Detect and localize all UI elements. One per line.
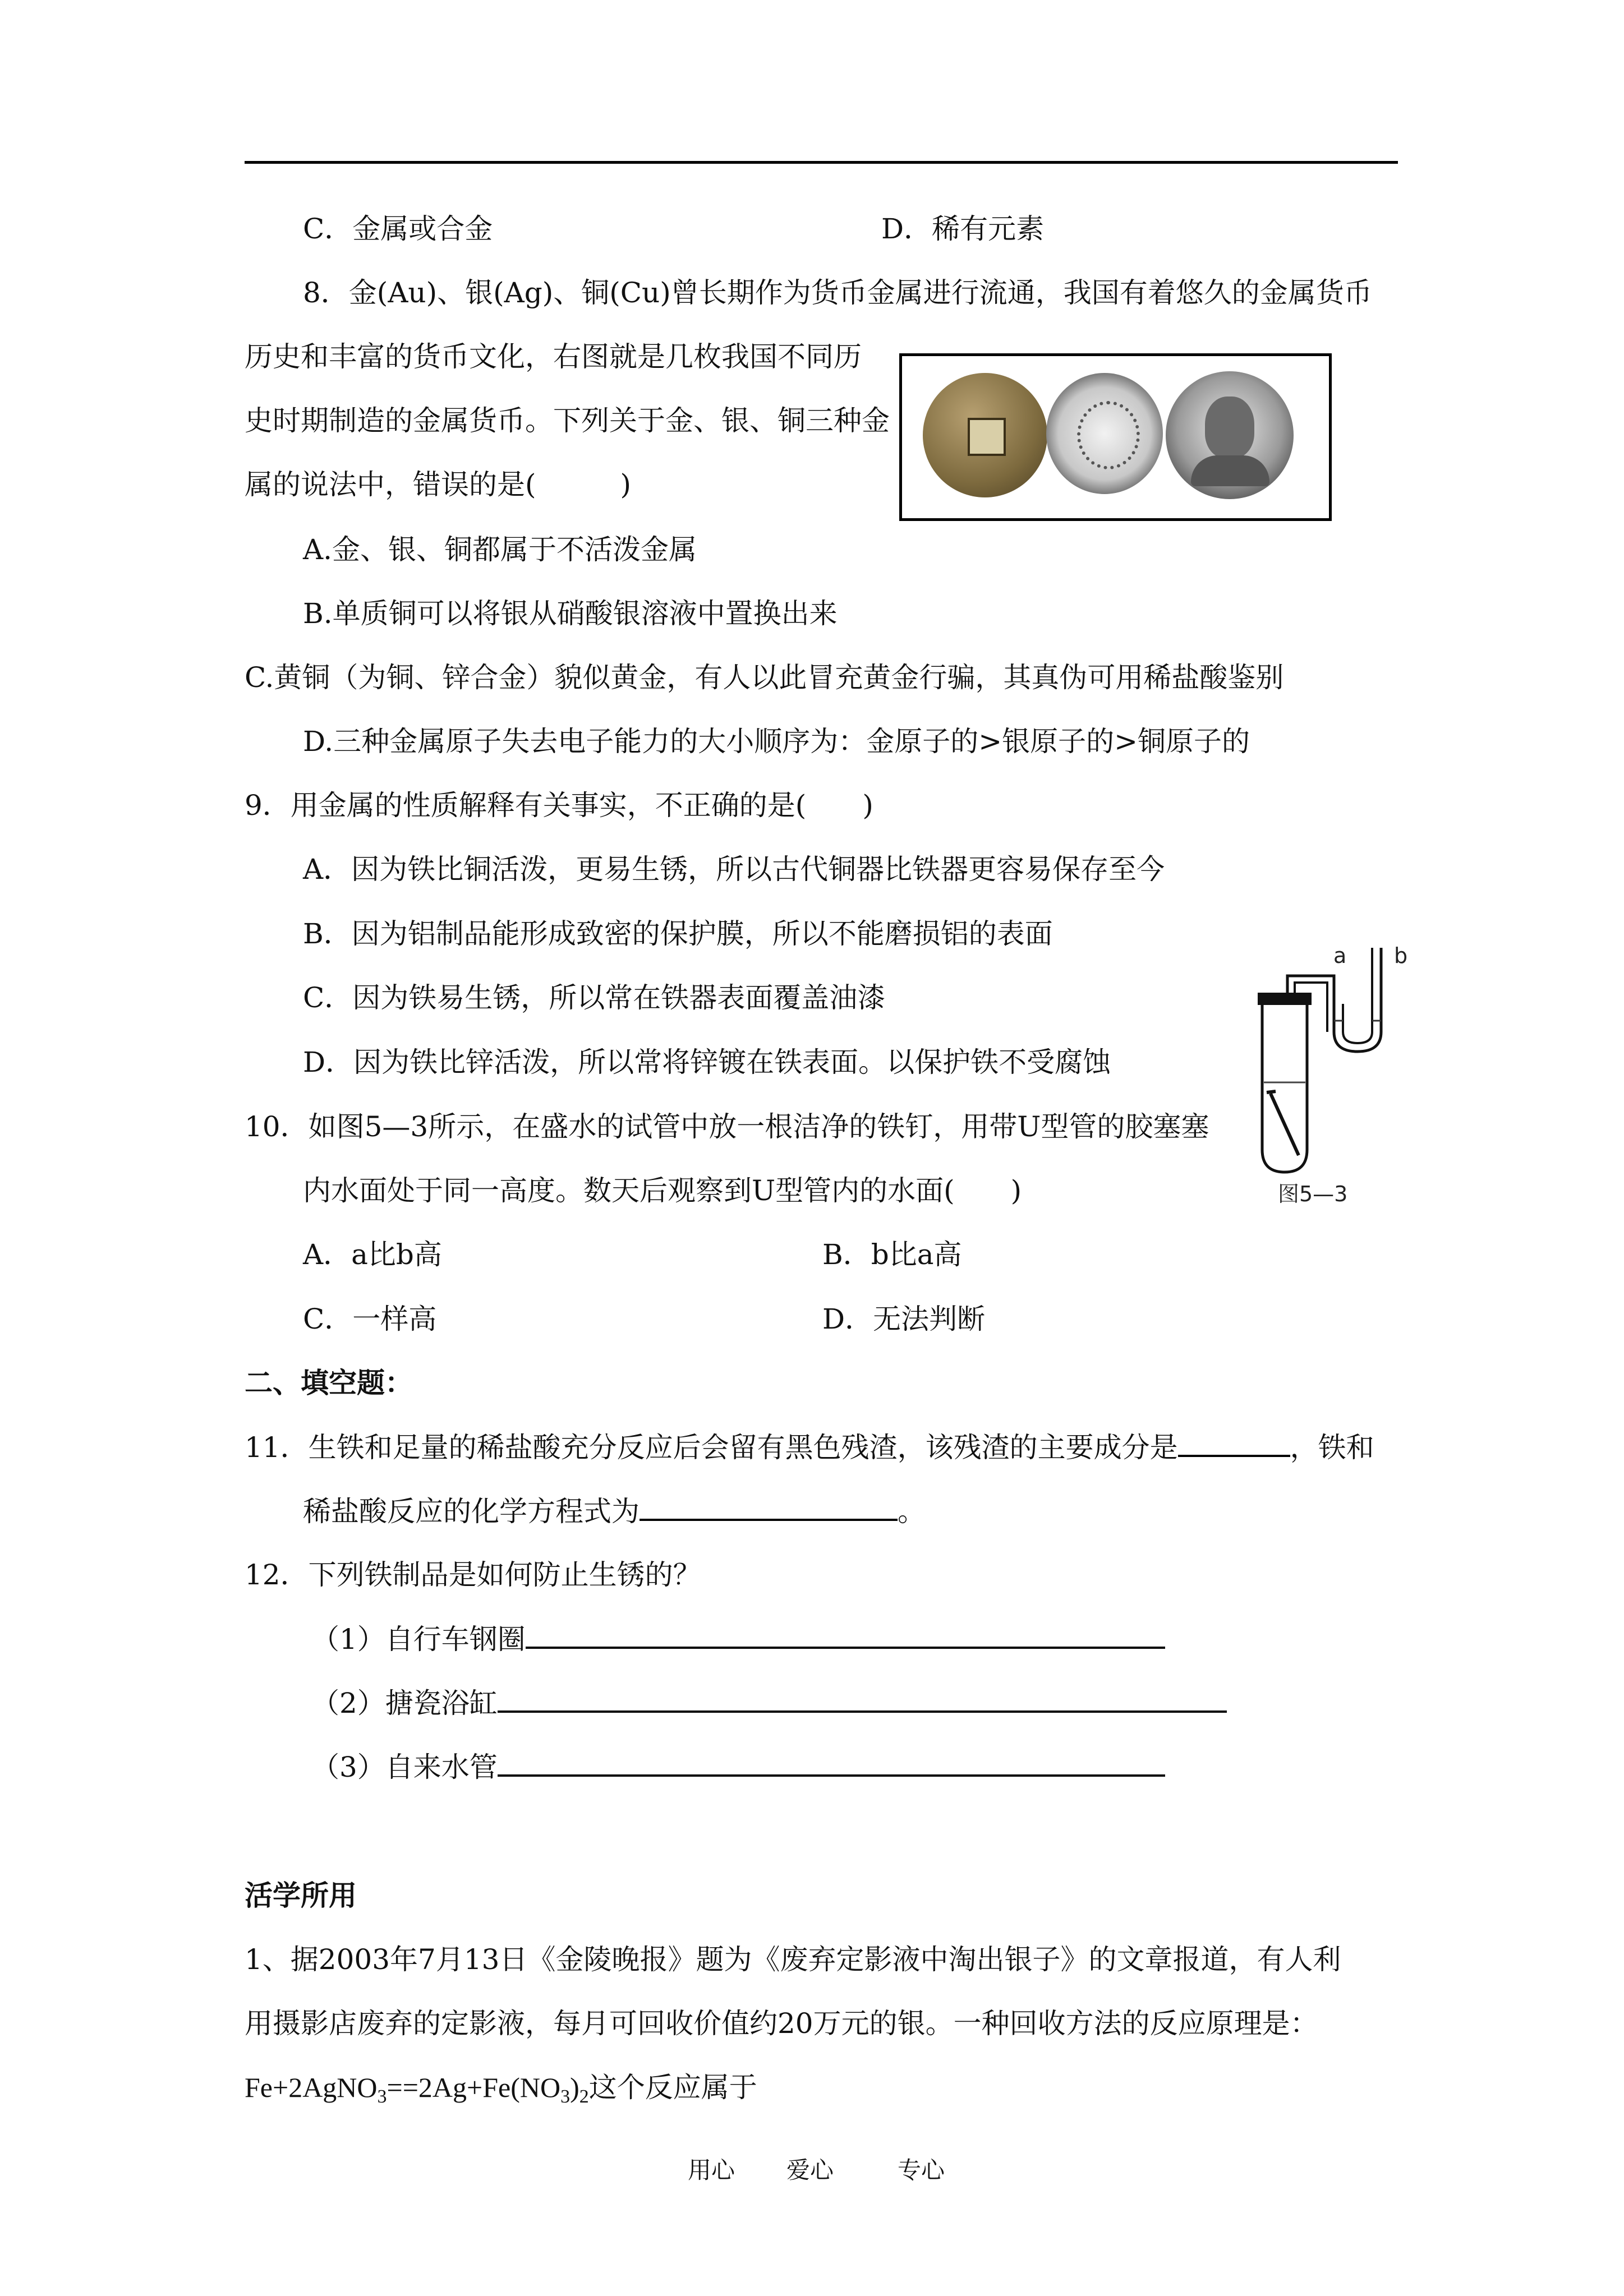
app1-equation-line — [245, 2069, 757, 2115]
eq-sub3: 2 — [579, 2086, 589, 2107]
q8-stem-line3: 史时期制造的金属货币。下列关于金、银、铜三种金 — [245, 404, 890, 437]
q8-stem-line1: 8．金(Au)、银(Ag)、铜(Cu)曾长期作为货币金属进行流通，我国有着悠久的金属货币 — [303, 276, 1372, 309]
q9-option-c: C．因为铁易生锈，所以常在铁器表面覆盖油漆 — [303, 981, 886, 1014]
q12-item2-blank[interactable] — [498, 1685, 1227, 1713]
eq-sub2: 3 — [560, 2086, 571, 2107]
q10-stem-line1: 10．如图5—3所示，在盛水的试管中放一根洁净的铁钉，用带U型管的胶塞塞 — [245, 1110, 1209, 1143]
app1-line2: 用摄影店废弃的定影液，每月可回收价值约20万元的银。一种回收方法的反应原理是： — [245, 2007, 1318, 2040]
footer-word-1: 用心 — [688, 2156, 735, 2184]
u-tube-apparatus-figure — [1245, 937, 1425, 1217]
q8-stem-line2: 历史和丰富的货币文化，右图就是几枚我国不同历 — [245, 340, 862, 373]
eq-sub1: 3 — [377, 2086, 387, 2107]
q11-line2 — [303, 1493, 926, 1529]
q12-item3-blank[interactable] — [498, 1749, 1165, 1777]
q10-option-b: B．b比a高 — [822, 1238, 962, 1271]
footer-word-2: 爱心 — [786, 2156, 834, 2184]
q11-line1 — [245, 1429, 1374, 1465]
q8-option-c: C.黄铜（为铜、锌合金）貌似黄金，有人以此冒充黄金行骗，其真伪可用稀盐酸鉴别 — [245, 661, 1284, 694]
figure-label-b: b — [1394, 943, 1408, 968]
q11-line1-text: 11．生铁和足量的稀盐酸充分反应后会留有黑色残渣，该残渣的主要成分是 — [245, 1431, 1178, 1464]
q11-line1-tail: ，铁和 — [1290, 1431, 1374, 1464]
dragon-silver-coin-image — [1046, 373, 1163, 494]
q10-option-c: C．一样高 — [303, 1303, 437, 1335]
section-application-title: 活学所用 — [245, 1879, 357, 1912]
q12-item3 — [311, 1749, 1165, 1785]
q11-line2-tail: 。 — [898, 1495, 926, 1528]
ancient-copper-coin-image — [923, 373, 1047, 497]
coins-figure — [899, 353, 1332, 521]
q12-item1-label: （1）自行车钢圈 — [311, 1623, 526, 1656]
app1-line1: 1、据2003年7月13日《金陵晚报》题为《废弃定影液中淘出银子》的文章报道，有人利 — [245, 1943, 1341, 1976]
q12-item1 — [311, 1621, 1165, 1657]
q10-option-a: A．a比b高 — [303, 1238, 442, 1271]
q12-stem: 12．下列铁制品是如何防止生锈的？ — [245, 1559, 701, 1591]
q8-option-a: A.金、银、铜都属于不活泼金属 — [303, 533, 697, 566]
q9-stem: 9．用金属的性质解释有关事实，不正确的是( ) — [245, 789, 873, 822]
q11-answer-blank-1[interactable] — [1178, 1429, 1290, 1457]
q9-option-d: D．因为铁比锌活泼，所以常将锌镀在铁表面。以保护铁不受腐蚀 — [303, 1046, 1111, 1078]
header-rule — [245, 161, 1398, 164]
eq-part2: ==2Ag+Fe(NO — [387, 2072, 561, 2103]
q10-stem-line2: 内水面处于同一高度。数天后观察到U型管内的水面( ) — [303, 1174, 1022, 1207]
q12-item1-blank[interactable] — [526, 1621, 1165, 1649]
q8-option-b: B.单质铜可以将银从硝酸银溶液中置换出来 — [303, 597, 838, 630]
q11-line2-text: 稀盐酸反应的化学方程式为 — [303, 1495, 640, 1528]
q12-item2-label: （2）搪瓷浴缸 — [311, 1687, 498, 1719]
q8-option-d: D.三种金属原子失去电子能力的大小顺序为：金原子的>银原子的>铜原子的 — [303, 725, 1250, 758]
section-fill-in-title: 二、填空题： — [245, 1366, 413, 1399]
q12-item2 — [311, 1685, 1227, 1721]
eq-tail: 这个反应属于 — [588, 2071, 757, 2104]
figure-caption: 图5—3 — [1278, 1182, 1348, 1206]
q9-option-a: A．因为铁比铜活泼，更易生锈，所以古代铜器比铁器更容易保存至今 — [303, 853, 1165, 886]
eq-part1: Fe+2AgNO — [245, 2072, 378, 2103]
q10-option-d: D．无法判断 — [822, 1303, 986, 1335]
figure-label-a: a — [1333, 943, 1347, 968]
q7-option-c: C．金属或合金 — [303, 213, 493, 245]
q7-option-d: D．稀有元素 — [881, 213, 1045, 245]
eq-part3: ) — [570, 2072, 579, 2103]
q12-item3-label: （3）自来水管 — [311, 1751, 498, 1783]
portrait-silver-coin-image — [1166, 371, 1294, 499]
q8-stem-line4: 属的说法中，错误的是( ) — [245, 468, 632, 501]
q11-answer-blank-2[interactable] — [640, 1493, 898, 1521]
q9-option-b: B．因为铝制品能形成致密的保护膜，所以不能磨损铝的表面 — [303, 918, 1053, 950]
footer-word-3: 专心 — [898, 2156, 945, 2184]
